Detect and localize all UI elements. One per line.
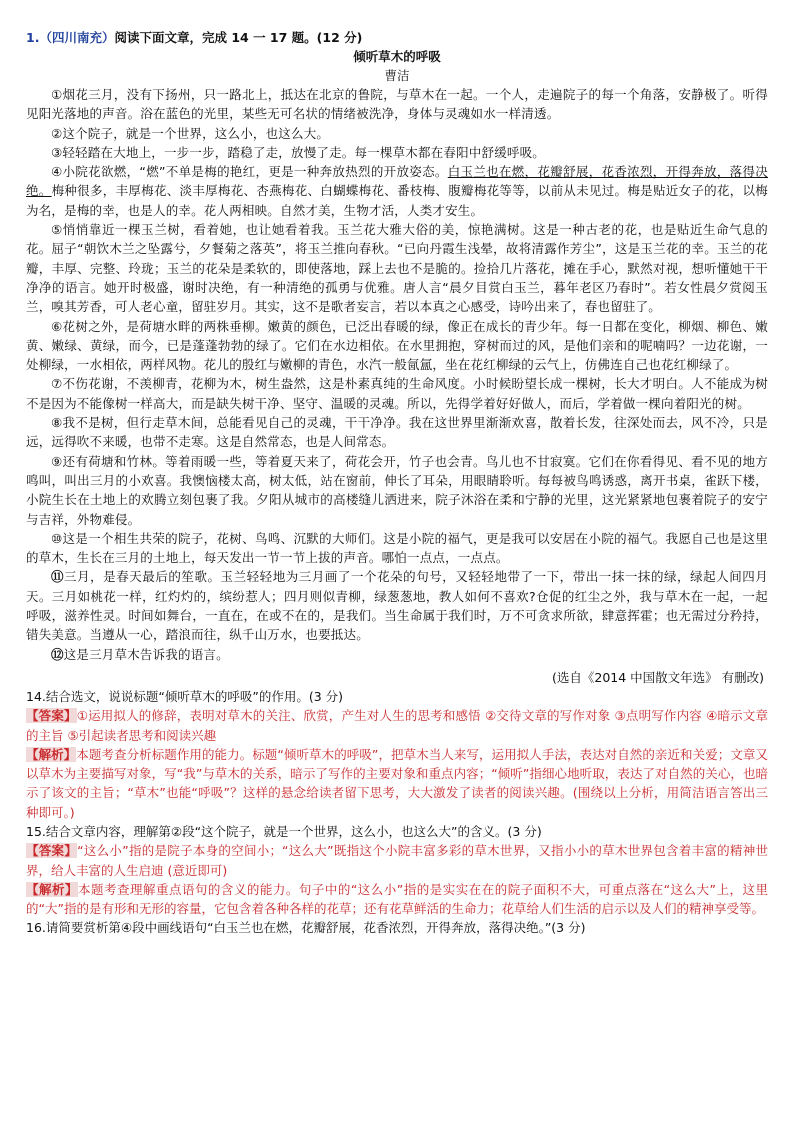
answer-label: 【 答案 】 bbox=[26, 843, 77, 858]
instruction: 阅读下面文章，完成 14 一 17 题。(12 分) bbox=[114, 30, 363, 45]
source-tag: （四川南充） bbox=[39, 30, 115, 45]
paragraph-12-number: ⑫ bbox=[51, 646, 64, 662]
answer-label: 【 答案 】 bbox=[26, 708, 77, 723]
article-source: (选自《2014 中国散文年选》 有删改) bbox=[551, 669, 764, 685]
paragraph-6: ⑥花树之外，是荷塘水畔的两株垂柳。嫩黄的颜色，已泛出春暖的绿，像正在成长的青少年。每一日都在变化，柳烟、柳色、嫩黄、嫩绿、黄绿，而今，已是蓬蓬勃勃的绿了。它们在水边相依。在水里拥抱，穿树而过的风，是他们亲和的呢喃吗？一边花谢，一处柳绿，一水相依，两样风物。花儿的殷红与嫩柳的青色，水汽一般氤氲，坐在花红柳绿的云气上，仿佛连自己也花红柳绿了。 bbox=[26, 318, 768, 373]
question-header bbox=[26, 28, 768, 47]
analysis-15 bbox=[26, 880, 768, 919]
paragraph-9: ⑨还有荷塘和竹林。等着雨暖一些，等着夏天来了，荷花会开，竹子也会青。鸟儿也不甘寂寞。它们在你看得见、看不见的地方鸣叫，叫出三月的小欢喜。我懊恼楼太高，树太低，站在窗前，伸长了耳朵，用眼睛聆听。每每被鸟鸣诱惑，离开书桌，雀跃下楼，小院生长在土地上的欢腾立刻包裹了我。夕阳从城市的高楼缝儿洒进来，院子沐浴在柔和宁静的光里，这光紧紧地包裹着院子的安宁与吉祥，外物难侵。 bbox=[26, 453, 768, 527]
analysis-label: 【 解析 】 bbox=[26, 747, 76, 762]
analysis-text: 本题考查分析标题作用的能力。标题“倾听草木的呼吸”，把草木当人来写，运用拟人手法，表达对自然的亲近和关爱；文章又以草木为主要描写对象，写“我”与草木的关系，暗示了写作的主要对象和重点内容；“倾听”指细心地听取，表达了对自然的关心，也暗示了该文的主旨；“草木”也能“呼吸”？这样的悬念给读者留下思考，大大激发了读者的阅读兴趣。(围绕以上分析，用简洁语言答出三种即可。) bbox=[26, 746, 768, 820]
paragraph-3: ③轻轻踏在大地上，一步一步，踏稳了走，放慢了走。每一棵草木都在春阳中舒缓呼吸。 bbox=[51, 144, 546, 160]
paragraph-12 bbox=[26, 645, 768, 664]
paragraph-2: ②这个院子，就是一个世界，这么小，也这么大。 bbox=[51, 125, 330, 141]
paragraph-5: ⑤悄悄靠近一棵玉兰树，看着她，也让她看着我。玉兰花大雅大俗的美，惊艳满树。这是一种古老的花，也是贴近生命气息的花。屈子“朝饮木兰之坠露兮，夕餐菊之落英”，将玉兰推向春秋。“已向丹霞生浅晕，故将清露作芳尘”，这是玉兰花的幸。玉兰的花瓣，丰厚、完整、玲珑；玉兰的花朵是柔软的，即使落地，踩上去也不是脆的。捡拾几片落花，摊在手心，默然对视，想听懂她干干净净的语言。她开时极盛，谢时决绝，有一种清绝的孤勇与优雅。唐人言“晨夕目赏白玉兰，暮年老区乃春时”。若女性晨夕赏阅玉兰，嗅其芳香，可人老心童，留驻岁月。其实，这不是歌者妄言，若以本真之心感受，诗吟出来了，春也留驻了。 bbox=[26, 222, 768, 315]
paragraph-11 bbox=[26, 567, 768, 644]
article-title: 倾听草木的呼吸 bbox=[353, 49, 441, 64]
question-number: 1. bbox=[26, 30, 40, 45]
paragraph-4-lead: ④小院花欲燃，“燃”不单是梅的艳红，更是一种奔放热烈的开放姿态。 bbox=[51, 164, 448, 180]
answer-text: ①运用拟人的修辞，表明对草木的关注、欣赏，产生对人生的思考和感悟 ②交待文章的写作对象 ③点明写作内容 ④暗示文章的主旨 ⑤引起读者思考和阅读兴趣 bbox=[26, 708, 768, 743]
answer-14 bbox=[26, 706, 768, 745]
paragraph-11-text: 三月，是春天最后的笙歌。玉兰轻轻地为三月画了一个花朵的句号，又轻轻地带了一下，带出一抹一抹的绿，绿起人间四月天。三月如桃花一样，红灼灼的，缤纷惹人；四月则似青柳，绿葱葱地，教人如何不喜欢?仓促的红尘之外，我与草木在一起，一起呼吸，滋养性灵。时间如舞台，一直在，在或不在的，是我们。当生命属于我们时，万不可贪求所欲，肆意挥霍；也无需过分矜持，错失美意。当遵从一心，踏浪而往，纵千山万水，也要抵达。 bbox=[26, 569, 768, 643]
answer-text: “这么小”指的是院子本身的空间小；“这么大”既指这个小院丰富多彩的草木世界，又指小小的草木世界包含着丰富的精神世界，给人丰富的人生启迪 (意近即可) bbox=[26, 843, 768, 878]
paragraph-4-rest: 梅种很多，丰厚梅花、淡丰厚梅花、杏燕梅花、白蝴蝶梅花、番枝梅、腹瓣梅花等等，以前从未见过。梅是贴近女子的花，以梅为名，是梅的幸，也是人的幸。花人两相映。自然才美，生物才活，人类才安生。 bbox=[26, 183, 768, 218]
analysis-text: 本题考查理解重点语句的含义的能力。句子中的“这么小”指的是实实在在的院子面积不大，可重点落在“这么大”上，这里的“大”指的是有形和无形的容量，它包含着各种各样的花草；还有花草鲜活的生命力；花草给人们生活的启示以及人们的精神享受等。 bbox=[26, 881, 768, 917]
paragraph-7: ⑦不伤花谢，不羡柳青，花柳为木，树生盎然，这是朴素真纯的生命风度。小时候盼望长成一棵树，长大才明白。人不能成为树不是因为不能像树一样高大，而是缺失树干净、坚守、温暖的灵魂。所以，先得学着好好做人，而后，学着做一棵向着阳光的树。 bbox=[26, 376, 768, 411]
paragraph-11-number: ⑪ bbox=[51, 569, 65, 585]
question-16: 16.请简要赏析第④段中画线语句“白玉兰也在燃，花瓣舒展，花香浓烈，开得奔放，落得决绝。”(3 分) bbox=[26, 920, 586, 936]
exam-page bbox=[26, 28, 768, 938]
question-14: 14.结合选文，说说标题“倾听草木的呼吸”的作用。(3 分) bbox=[26, 688, 344, 704]
analysis-label: 【 解析 】 bbox=[26, 882, 78, 897]
answer-15 bbox=[26, 841, 768, 880]
paragraph-1: ①烟花三月，没有下扬州，只一路北上，抵达在北京的鲁院，与草木在一起。一个人，走遍院子的每一个角落，安静极了。听得见阳光落地的声音。浴在蓝色的光里，某些无可名状的情绪被洗净，身体与灵魂如水一样清透。 bbox=[26, 87, 768, 122]
underlined-sentence: 白玉兰也在燃，花瓣舒展，花香浓烈，开得奔放，落得决绝。 bbox=[26, 164, 768, 199]
paragraph-8: ⑧我不是树，但行走草木间，总能看见自己的灵魂，干干净净。我在这世界里渐渐欢喜，散着长发，往深处而去，风不冷，只是远，远得吹不来暖，也带不走寒。这是自然常态，也是人间常态。 bbox=[26, 415, 768, 450]
article-author: 曹洁 bbox=[384, 68, 410, 83]
paragraph-4 bbox=[26, 162, 768, 220]
paragraph-12-text: 这是三月草木告诉我的语言。 bbox=[63, 646, 229, 662]
analysis-14 bbox=[26, 745, 768, 822]
question-15: 15.结合文章内容，理解第②段“这个院子，就是一个世界，这么小，也这么大”的含义。(3 分) bbox=[26, 823, 542, 839]
paragraph-10: ⑩这是一个相生共荣的院子，花树、鸟鸣、沉默的大师们。这是小院的福气，更是我可以安居在小院的福气。我愿自己也是这里的草木，生长在三月的土地上，每天发出一节一节上拔的声音。哪怕一点点，一点点。 bbox=[26, 530, 768, 566]
